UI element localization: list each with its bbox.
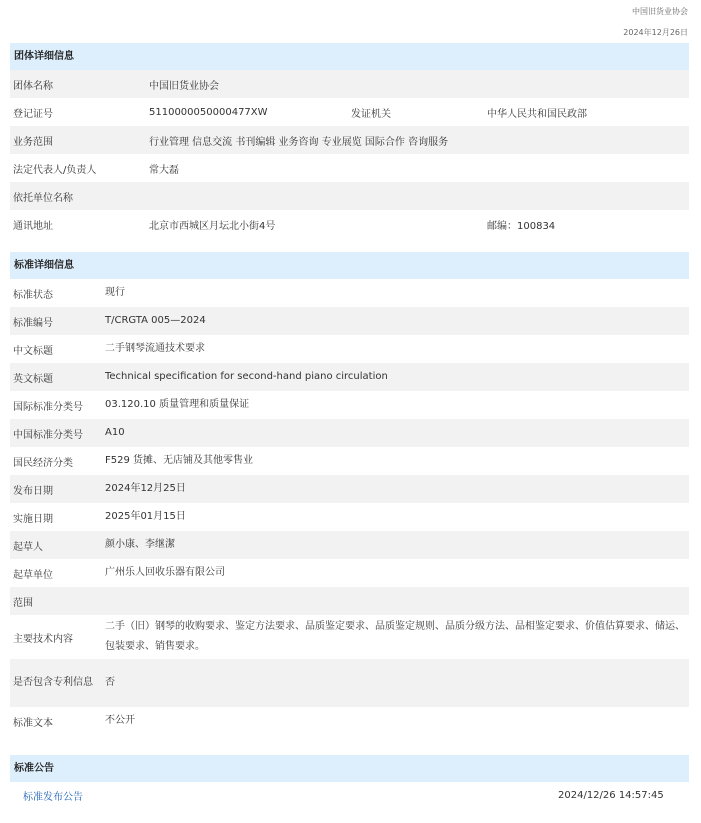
- standard-row-label: 标准状态: [13, 289, 53, 301]
- standard-row: [10, 707, 689, 735]
- group-row-value: 常大磊: [149, 164, 179, 176]
- group-row: [10, 210, 689, 238]
- standard-row-label: 起草单位: [13, 569, 53, 581]
- standard-row-label: 国际标准分类号: [13, 401, 83, 413]
- standard-row-value: 2024年12月25日: [105, 483, 186, 494]
- standard-row: [10, 587, 689, 615]
- group-row-label2: 发证机关: [351, 108, 391, 120]
- group-row: [10, 154, 689, 182]
- standard-row: [10, 475, 689, 503]
- standard-row: [10, 419, 689, 447]
- standard-row-value: T/CRGTA 005—2024: [105, 315, 206, 326]
- standard-row-label: 标准编号: [13, 317, 53, 329]
- group-row-label: 业务范围: [13, 136, 53, 148]
- standard-row-label: 起草人: [13, 541, 43, 553]
- notice-section: [10, 755, 689, 809]
- standard-row-value: A10: [105, 427, 125, 438]
- group-row-label: 通讯地址: [13, 220, 53, 232]
- group-row-label: 团体名称: [13, 80, 53, 92]
- group-row-value2: 中华人民共和国民政部: [487, 108, 587, 120]
- standard-row-label: 实施日期: [13, 513, 53, 525]
- standard-row-value: 颜小康、李继潔: [105, 539, 175, 550]
- standard-row-label: 是否包含专利信息: [13, 677, 93, 688]
- notice-title: 标准公告: [10, 755, 689, 782]
- notice-timestamp: 2024/12/26 14:57:45: [558, 790, 664, 801]
- notice-link[interactable]: 标准发布公告: [23, 792, 83, 803]
- standard-details-title: 标准详细信息: [10, 252, 689, 279]
- standard-row: [10, 531, 689, 559]
- header-date: 2024年12月26日: [623, 28, 688, 37]
- group-row: [10, 98, 689, 126]
- standard-row-value: 现行: [105, 287, 125, 298]
- standard-row-label: 标准文本: [13, 717, 53, 729]
- standard-row: [10, 279, 689, 307]
- standard-row-label: 国民经济分类: [13, 457, 73, 469]
- standard-details-section: [10, 252, 689, 735]
- standard-row-value: 不公开: [105, 715, 135, 726]
- header-org: 中国旧货业协会: [632, 7, 688, 16]
- standard-row-value: Technical specification for second-hand piano circulation: [105, 371, 388, 382]
- group-row-label: 登记证号: [13, 108, 53, 120]
- standard-row: [10, 307, 689, 335]
- standard-row-value: 二手钢琴流通技术要求: [105, 343, 205, 354]
- standard-row-value: 二手（旧）钢琴的收购要求、鉴定方法要求、品质鉴定要求、品质鉴定规则、品质分级方法、品相鉴定要求、价值估算要求、储运、包装要求、销售要求。: [105, 621, 685, 652]
- standard-row-value: 否: [105, 677, 115, 688]
- group-row-label: 依托单位名称: [13, 192, 73, 204]
- standard-row-label: 中文标题: [13, 345, 53, 357]
- standard-row-value: 广州乐人回收乐器有限公司: [105, 567, 225, 578]
- group-row-label: 法定代表人/负责人: [13, 164, 97, 176]
- standard-row: [10, 363, 689, 391]
- group-details-title: 团体详细信息: [10, 43, 689, 70]
- group-row: [10, 182, 689, 210]
- group-row-value: 行业管理 信息交流 书刊编辑 业务咨询 专业展览 国际合作 咨询服务: [149, 136, 449, 148]
- standard-row: [10, 335, 689, 363]
- standard-row-label: 范围: [13, 597, 33, 609]
- group-row-value: 5110000050000477XW: [149, 106, 268, 118]
- notice-row: [10, 782, 689, 809]
- standard-row: [10, 615, 689, 659]
- standard-row: [10, 391, 689, 419]
- standard-row-value: 2025年01月15日: [105, 511, 186, 522]
- standard-row-value: 03.120.10 质量管理和质量保证: [105, 399, 250, 410]
- group-row-value: 北京市西城区月坛北小街4号: [149, 220, 276, 232]
- group-details-section: [10, 43, 689, 238]
- group-row: [10, 70, 689, 98]
- standard-row-label: 中国标准分类号: [13, 429, 83, 441]
- standard-row-label: 英文标题: [13, 373, 53, 385]
- standard-row-label: 主要技术内容: [13, 633, 73, 645]
- standard-row-value: F529 货摊、无店铺及其他零售业: [105, 455, 254, 466]
- group-row-value: 中国旧货业协会: [149, 80, 219, 92]
- group-row: [10, 126, 689, 154]
- standard-row: [10, 559, 689, 587]
- standard-row: [10, 659, 689, 707]
- standard-row: [10, 503, 689, 531]
- standard-row: [10, 447, 689, 475]
- group-row-value2: 邮编：100834: [487, 220, 556, 232]
- standard-row-label: 发布日期: [13, 485, 53, 497]
